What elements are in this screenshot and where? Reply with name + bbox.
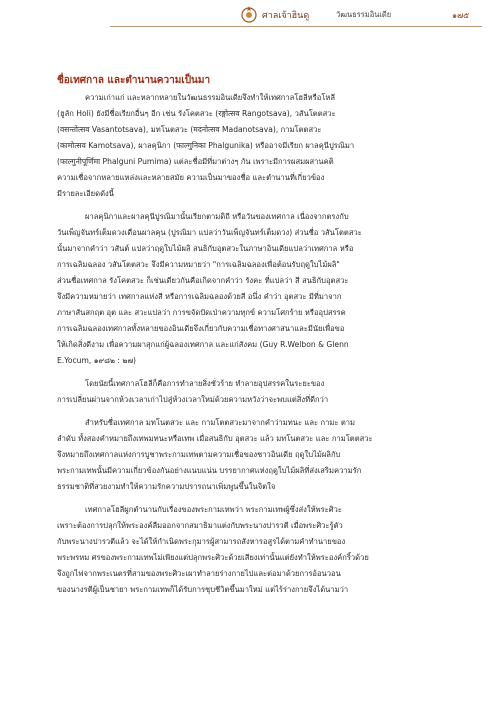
text-line: เพราะต้องการปลุกให้พระองค์ลืมออกจากสมาธิมาแต่งกับพระนางปารวตี เมื่อพระศิวะรู้ตัว [57, 521, 343, 530]
text-line: พระกามเทพนั้นมีความเกี่ยวข้องกันอย่างแนบแน่น บรรยากาศแห่งฤดูใบไม้ผลิที่ส่งเสริมความรัก [57, 466, 362, 475]
text-line: นั้นมาจากคำว่า วสันต์ แปลว่าฤดูใบไม้ผลิ สนธิกับอุตสวะในภาษาอินเดียแปลว่าเทศกาล หรือ [57, 244, 354, 253]
text-line: ความเชื่อจากหลายแหล่งและหลายสมัย ความเป็นมาของชื่อ และตำนานที่เกี่ยวข้อง [57, 173, 325, 182]
text-line: มีรายละเอียดดังนี้ [57, 189, 114, 198]
paragraph-1 [57, 90, 443, 202]
text-line: เทศกาลโฮลีผูกตำนานกับเรื่องของพระกามเทพว่า พระกามเทพผู้ซึ่งส่งให้พระศิวะ [85, 505, 342, 514]
text-line: การเฉลิมฉลอง วสันโตตสวะ จึงมีความหมายว่า "การเฉลิมฉลองเพื่อต้อนรับฤดูใบไม้ผลิ" [57, 260, 340, 269]
text-line: (फाल्गुनीपूर्णिमा Phalguni Pumima) แต่ละชื่อมีที่มาต่างๆ กัน เพราะมีการผสมผสานคติ [57, 157, 334, 166]
text-line: การเปลี่ยนผ่านจากห้วงเวลาเก่าไปสู่ห้วงเวลาใหม่ด้วยความหวังว่าจะพบแต่สิ่งที่ดีกว่า [57, 395, 329, 404]
text-line: พระพรหม ศรของพระกามเทพไม่เพียงแต่ปลุกพระศิวะด้วยเสียงเท่านั้นแต่ยังทำให้พระองค์กริ้วด้วย [57, 553, 369, 562]
text-line: ให้เกิดสิ่งดีงาม เพื่อความผาสุกแก่ผู้ฉลองเทศกาล และแก่สังคม (Guy R.Welbon & Glenn [57, 340, 349, 349]
paragraph-2 [57, 209, 443, 369]
page-number: ๑๗๕ [452, 11, 470, 20]
text-line: โดยนัยนี้เทศกาลโฮลีก็คือการทำลายสิ่งชั่วร้าย ทำลายอุปสรรคในระยะของ [85, 379, 325, 388]
decorative-ornament-icon [238, 4, 260, 26]
text-line: กับพระนางปารวตีแล้ว จะได้ให้กำเนิดพระกุมารผู้สามารถสังหารอสูรได้ตามคำทำนายของ [57, 537, 346, 546]
text-line: ส่วนชื่อเทศกาล รังโคตสวะ ก็เช่นเดียวกันคือเกิดจากคำว่า รังคะ ที่แปลว่า สี สนธิกับอุตสวะ [57, 276, 349, 285]
text-line: ของนางรตีผู้เป็นชายา พระกามเทพก็ได้รับการชุบชีวิตขึ้นมาใหม่ แต่ไร้ร่างกายจึงได้นามว่า [57, 585, 349, 594]
text-line: (वसन्तोत्सव Vasantotsava), มทโนตสวะ (मदनोत्सव Madanotsava), กามโตตสวะ [57, 125, 322, 134]
text-line: ธรรมชาติที่สวยงามทำให้ความรักความปรารถนาเพิ่มพูนขึ้นในจิตใจ [57, 482, 276, 491]
text-line: จึงถูกไฟจากพระเนตรที่สามของพระศิวะเผาทำลายร่างกายไปและต่อมาด้วยการอ้อนวอน [57, 569, 341, 578]
text-line: (कामोत्सव Kamotsava), ผาลคุนิกา (फाल्गुनिका Phalgunika) หรืออาจมีเรียก ผาลคุนีปูรณิมา [57, 141, 355, 150]
text-line: การเฉลิมฉลองเทศกาลทั้งหลายของอินเดียจึงเกี่ยวกับความเชื่อทางศาสนาและมีนัยเพื่อขอ [57, 324, 345, 333]
paragraph-5 [57, 502, 443, 598]
text-line: (ฮูลัก Holi) ยังมีชื่อเรียกอื่นๆ อีก เช่น รังโคตสวะ (रङ्गोत्सव Rangotsava), วสันโตตสวะ [57, 109, 336, 118]
text-line: จึงมีความหมายว่า เทศกาลแห่งสี หรือการเฉลิมฉลองด้วยสี อนึ่ง คำว่า อุตสวะ มีที่มาจาก [57, 292, 342, 301]
text-line: ผาลคุนิกาและผาลคุนีปูรณิมานั้นเรียกตามดิถี หรือวันของเทศกาล เนื่องจากตรงกับ [85, 212, 349, 221]
page-header [0, 0, 499, 40]
section-heading: ชื่อเทศกาล และตำนานความเป็นมา [57, 75, 211, 86]
text-line: จึงหมายถึงเทศกาลแห่งการบูชาพระกามเทพตามความเชื่อของชาวอินเดีย ฤดูใบไม้ผลิกับ [57, 450, 341, 459]
citation-line: E.Yocum, ๑๙๘๒ : ๒๗) [57, 356, 137, 365]
text-line: สำหรับชื่อเทศกาล มทโนตสวะ และ กามโตตสวะมาจากคำว่ามทนะ และ กามะ ตาม [85, 418, 356, 427]
header-subtitle: วัฒนธรรมอินเดีย [336, 10, 392, 19]
header-divider [110, 26, 482, 27]
paragraph-4 [57, 415, 443, 495]
article-body [57, 90, 443, 598]
text-line: ภาษาสันสกฤต อุต และ สวะแปลว่า การขจัดปัดเป่าความทุกข์ ความโศกร้าย หรืออุปสรรค [57, 308, 346, 317]
paragraph-3 [57, 376, 443, 408]
text-line: ความเก่าแก่ และหลากหลายในวัฒนธรรมอินเดียจึงทำให้เทศกาลโฮลีหรือโหลี [85, 93, 336, 102]
text-line: ลำดับ ทั้งสองคำหมายถึงเทพมทนะหรือเทพ เมื่อสนธิกับ อุตสวะ แล้ว มทโนตสวะ และ กามโตตสวะ [57, 434, 373, 443]
text-line: วันเพ็ญจันทร์เต็มดวงเดือนผาลคุน (ปูรณิมา แปลว่าวันเพ็ญจันทร์เต็มดวง) ส่วนชื่อ วสันโตตสวะ [57, 228, 362, 237]
header-title: ศาลเจ้าฮินดู [262, 11, 310, 21]
